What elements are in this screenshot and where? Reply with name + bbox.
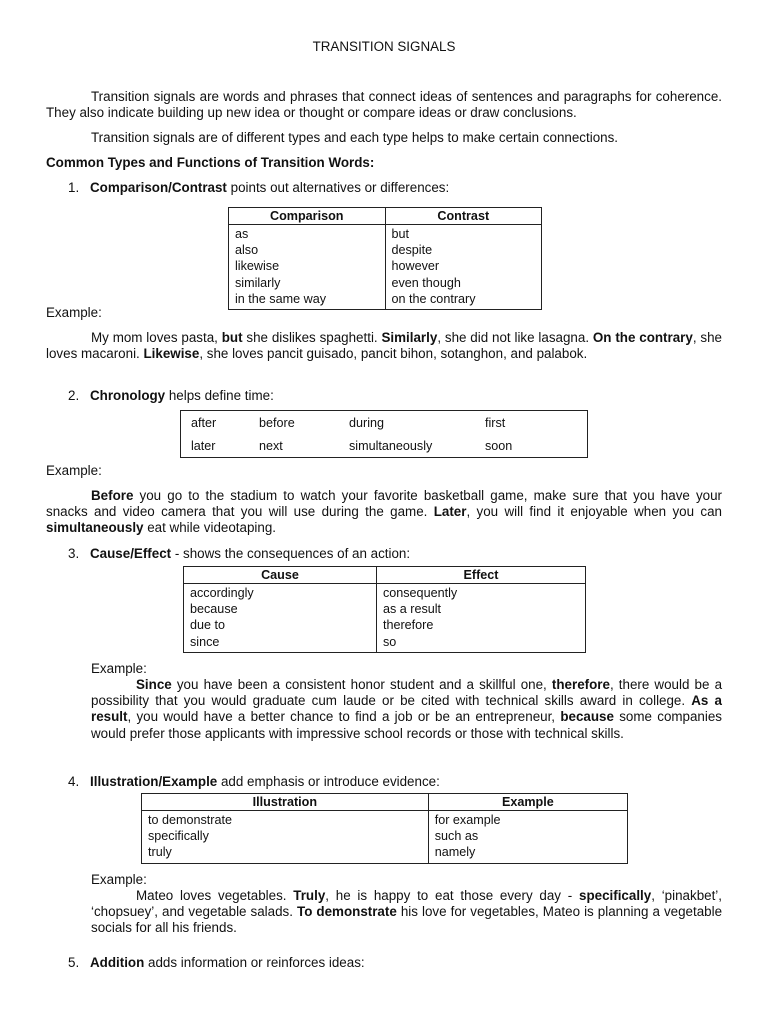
- highlighted-transition-word: On the contrary: [592, 330, 693, 345]
- table-cell: truly: [148, 845, 172, 860]
- table-header: Contrast: [385, 208, 542, 225]
- example-text: My mom loves pasta,: [91, 330, 222, 345]
- list-term: Chronology: [90, 388, 166, 403]
- table-cell: similarly: [235, 275, 281, 290]
- highlighted-transition-word: Truly: [293, 888, 326, 903]
- list-item-addition: [68, 955, 365, 970]
- table-cell: on the contrary: [391, 291, 476, 306]
- table-cell: as: [235, 227, 249, 241]
- list-number: 2.: [68, 388, 80, 403]
- table-cell: as a result: [382, 602, 442, 617]
- intro-paragraph-1: Transition signals are words and phrases that connect ideas of sentences and paragraphs for coherence. They also indicate building up new idea or thought or compare ideas or draw conclusions.: [46, 89, 722, 121]
- table-column: [142, 811, 429, 864]
- table-cell: simultaneously: [349, 438, 433, 453]
- example-text: you have been a consistent honor student and a skillful one,: [171, 677, 552, 692]
- example-text: some companies would prefer those applicants with impressive school records or those with technical skills.: [91, 709, 723, 741]
- example-text: she dislikes spaghetti.: [242, 330, 382, 345]
- illustration-example-table: [141, 793, 628, 864]
- table-column: [229, 225, 386, 310]
- list-term: Cause/Effect: [90, 546, 172, 561]
- table-cell: so: [382, 634, 397, 649]
- list-number: 4.: [68, 774, 80, 789]
- highlighted-transition-word: Before: [91, 488, 134, 503]
- example-text: his love for vegetables, Mateo is planning a vegetable socials for all his friends.: [91, 904, 723, 936]
- example-text: , you would have a better chance to find a job or be an entrepreneur,: [127, 709, 561, 725]
- table-column: [376, 584, 585, 653]
- example-text: you go to the stadium to watch your favorite basketball game, make sure that you have your snacks and video camera that you will use during the game.: [46, 488, 722, 520]
- table-header: Comparison: [229, 208, 386, 225]
- list-item-comparison-contrast: [68, 180, 449, 195]
- example-paragraph-2: [46, 488, 722, 537]
- chronology-table: [180, 410, 588, 458]
- table-cell: accordingly: [190, 586, 254, 600]
- table-cell: next: [259, 438, 283, 453]
- table-cell: because: [190, 602, 238, 617]
- table-column: [428, 811, 627, 864]
- example-label: Example:: [46, 305, 102, 320]
- intro-paragraph-2: Transition signals are of different types and each type helps to make certain connections.: [91, 130, 619, 145]
- list-number: 3.: [68, 546, 80, 561]
- table-cell: such as: [434, 829, 479, 844]
- list-number: 5.: [68, 955, 80, 970]
- table-header: Effect: [376, 567, 585, 584]
- table-cell: therefore: [382, 618, 434, 633]
- table-cell: to demonstrate: [148, 813, 233, 827]
- table-cell: specifically: [148, 829, 209, 844]
- table-cell: consequently: [382, 586, 458, 600]
- example-label: Example:: [91, 872, 147, 887]
- highlighted-transition-word: but: [221, 330, 243, 345]
- highlighted-transition-word: Later: [433, 504, 467, 520]
- table-column: [184, 584, 377, 653]
- table-header: Example: [428, 794, 627, 811]
- table-header: Cause: [184, 567, 377, 584]
- list-item-illustration-example: [68, 774, 440, 789]
- table-cell: in the same way: [235, 291, 326, 306]
- table-cell: however: [391, 259, 440, 274]
- table-cell: first: [485, 415, 506, 430]
- list-description: adds information or reinforces ideas:: [144, 955, 365, 970]
- table-cell: likewise: [235, 259, 280, 274]
- example-paragraph-4: [91, 888, 722, 937]
- example-paragraph-3: [91, 677, 722, 742]
- list-item-chronology: [68, 388, 274, 403]
- example-text: , there would be a possibility that you would graduate cum laude or be cited with technical skills award in college.: [91, 677, 723, 709]
- cause-effect-table: [183, 566, 586, 653]
- list-term: Comparison/Contrast: [90, 180, 227, 195]
- table-cell: soon: [485, 438, 513, 453]
- highlighted-transition-word: simultaneously: [46, 520, 144, 536]
- list-description: - shows the consequences of an action:: [171, 546, 411, 561]
- list-term: Illustration/Example: [90, 774, 218, 789]
- example-text: , she did not like lasagna.: [437, 330, 593, 345]
- list-term: Addition: [90, 955, 145, 970]
- list-description: helps define time:: [165, 388, 274, 403]
- table-cell: after: [191, 415, 217, 430]
- table-cell: since: [190, 634, 220, 649]
- example-text: , he is happy to eat those every day -: [325, 888, 579, 903]
- highlighted-transition-word: because: [560, 709, 614, 725]
- list-description: add emphasis or introduce evidence:: [217, 774, 440, 789]
- example-text: , you will find it enjoyable when you can: [466, 504, 722, 520]
- comparison-contrast-table: [228, 207, 542, 310]
- table-cell: also: [235, 243, 259, 258]
- document-title: TRANSITION SIGNALS: [312, 39, 456, 54]
- example-text: , she loves pancit guisado, pancit bihon, sotanghon, and palabok.: [199, 346, 588, 362]
- table-cell: due to: [190, 618, 226, 633]
- example-text: , ‘pinakbet’, ‘chopsuey’, and vegetable salads.: [91, 888, 722, 920]
- table-cell: namely: [434, 845, 476, 860]
- example-paragraph-1: [46, 330, 722, 362]
- example-text: Mateo loves vegetables.: [136, 888, 294, 903]
- highlighted-transition-word: Likewise: [143, 346, 200, 362]
- table-cell: before: [259, 415, 295, 430]
- highlighted-transition-word: As a result: [91, 693, 722, 725]
- example-text: , she loves macaroni.: [46, 330, 722, 362]
- example-label: Example:: [91, 661, 147, 676]
- list-number: 1.: [68, 180, 80, 195]
- table-cell: even though: [391, 275, 461, 290]
- example-text: eat while videotaping.: [143, 520, 276, 536]
- table-cell: despite: [391, 243, 433, 258]
- highlighted-transition-word: To demonstrate: [297, 904, 397, 920]
- table-header: Illustration: [142, 794, 429, 811]
- table-column: [385, 225, 542, 310]
- list-description: points out alternatives or differences:: [226, 180, 450, 195]
- highlighted-transition-word: Similarly: [381, 330, 438, 345]
- table-cell: for example: [434, 813, 501, 827]
- highlighted-transition-word: Since: [136, 677, 172, 692]
- highlighted-transition-word: specifically: [579, 888, 652, 903]
- table-cell: during: [349, 415, 385, 430]
- section-heading: Common Types and Functions of Transition Words:: [46, 155, 375, 170]
- table-cell: later: [191, 438, 216, 453]
- highlighted-transition-word: therefore: [551, 677, 610, 692]
- example-label: Example:: [46, 463, 102, 478]
- table-cell: but: [391, 227, 410, 241]
- list-item-cause-effect: [68, 546, 410, 561]
